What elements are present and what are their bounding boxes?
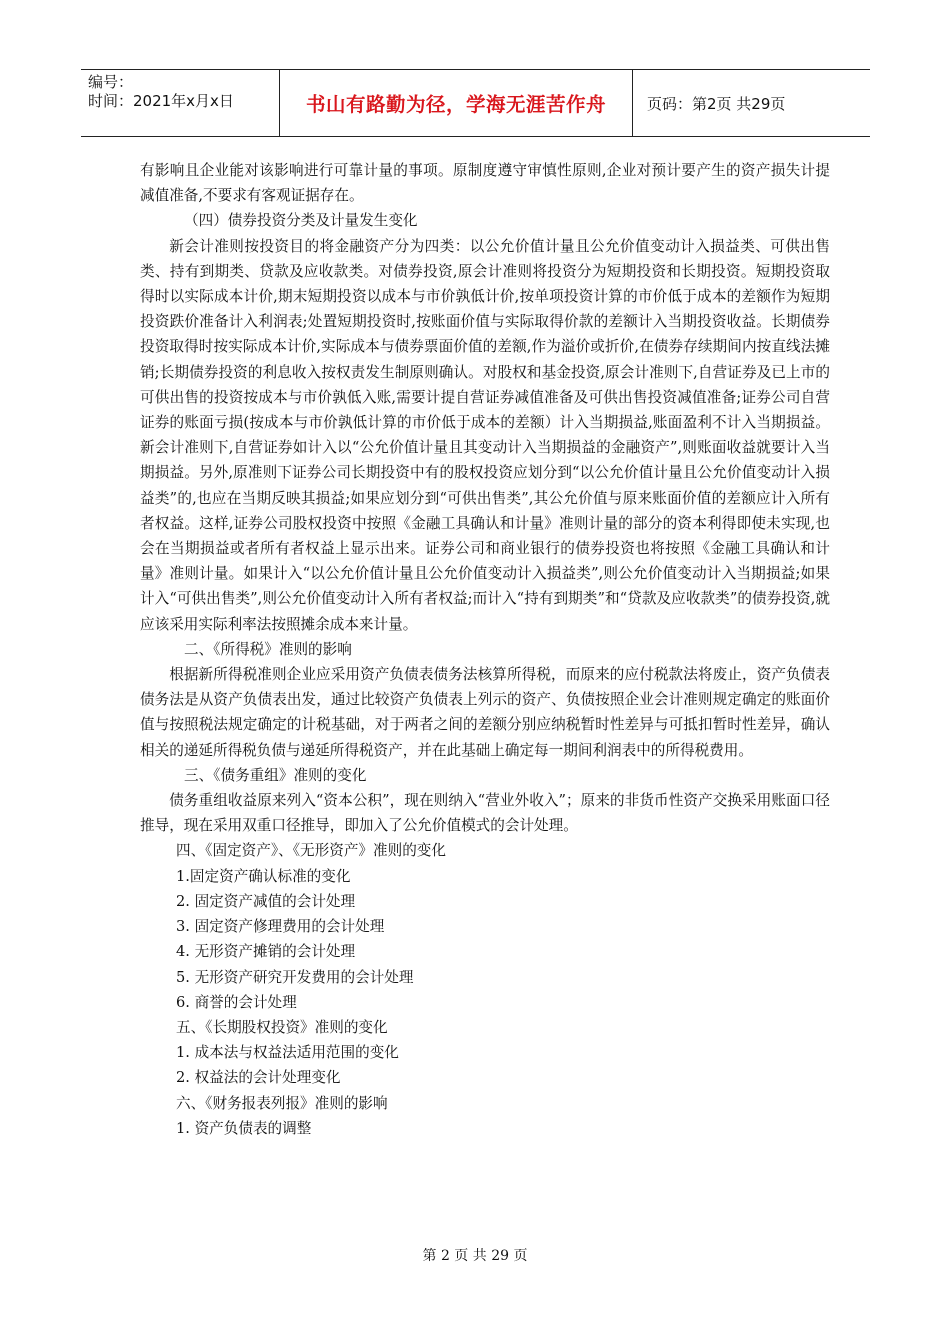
list-item: 1.固定资产确认标准的变化: [176, 867, 351, 885]
subsection-heading: （四）债券投资分类及计量发生变化: [184, 212, 418, 230]
list-item: 1. 成本法与权益法适用范围的变化: [176, 1044, 399, 1062]
doc-time-label: 时间：2021年x月x日: [88, 92, 234, 110]
section-heading-equity-investment: 五、《长期股权投资》准则的变化: [176, 1018, 388, 1036]
doc-number-label: 编号：: [88, 73, 134, 91]
list-item: 5. 无形资产研究开发费用的会计处理: [176, 968, 414, 986]
list-item: 2. 权益法的会计处理变化: [176, 1069, 341, 1087]
section-heading-financial-statements: 六、《财务报表列报》准则的影响: [176, 1094, 388, 1112]
section-heading-debt-restructuring: 三、《债务重组》准则的变化: [184, 766, 367, 784]
list-item: 4. 无形资产摊销的会计处理: [176, 943, 356, 961]
section-heading-income-tax: 二、《所得税》准则的影响: [184, 640, 352, 658]
page-header: [81, 69, 870, 137]
paragraph-income-tax: 根据新所得税准则企业应采用资产负债表债务法核算所得税，而原来的应付税款法将废止，资产负债表债务法是从资产负债表出发，通过比较资产负债表上列示的资产、负债按照企业会计准则规定确定的账面价值与按照税法规定确定的计税基础，对于两者之间的差额分别应纳税暂时性差异与可抵扣暂时性差异，确认相关的递延所得税负债与递延所得税资产，并在此基础上确定每一期间利润表中的所得税费用。: [140, 666, 830, 759]
list-item: 3. 固定资产修理费用的会计处理: [176, 918, 385, 936]
list-item: 2. 固定资产减值的会计处理: [176, 892, 356, 910]
paragraph-continuation: 有影响且企业能对该影响进行可靠计量的事项。原制度遵守审慎性原则,企业对预计要产生的资产损失计提减值准备,不要求有客观证据存在。: [140, 162, 830, 205]
list-item: 1. 资产负债表的调整: [176, 1119, 312, 1137]
header-meta: [81, 70, 280, 136]
paragraph-bond-investment: 新会计准则按投资目的将金融资产分为四类：以公允价值计量且公允价值变动计入损益类、可供出售类、持有到期类、贷款及应收款类。对债券投资,原会计准则将投资分为短期投资和长期投资。短期投资取得时以实际成本计价,期末短期投资以成本与市价孰低计价,按单项投资计算的市价低于成本的差额作为短期投资跌价准备计入利润表;处置短期投资时,按账面价值与实际取得价款的差额计入当期投资收益。长期债券投资取得时按实际成本计价,实际成本与债券票面价值的差额,作为溢价或折价,在债券存续期间内按直线法摊销;长期债券投资的利息收入按权责发生制原则确认。对股权和基金投资,原会计准则下,自营证券及已上市的可供出售的投资按成本与市价孰低入账,需要计提自营证券减值准备及可供出售投资减值准备;证券公司自营证券的账面亏损(按成本与市价孰低计算的市价低于成本的差额）计入当期损益,账面盈利不计入当期损益。新会计准则下,自营证券如计入以“公允价值计量且其变动计入当期损益的金融资产”,则账面收益就要计入当期损益。另外,原准则下证券公司长期投资中有的股权投资应划分到“以公允价值计量且公允价值变动计入损益类”的,也应在当期反映其损益;如果应划分到“可供出售类”,其公允价值与原来账面价值的差额应计入所有者权益。这样,证券公司股权投资中按照《金融工具确认和计量》准则计量的部分的资本利得即使未实现,也会在当期损益或者所有者权益上显示出来。证券公司和商业银行的债券投资也将按照《金融工具确认和计量》准则计量。如果计入“以公允价值计量且公允价值变动计入损益类”,则公允价值变动计入当期损益;如果计入“可供出售类”,则公允价值变动计入所有者权益;而计入“持有到期类”和“贷款及应收款类”的债券投资,就应该采用实际利率法按照摊余成本来计量。: [140, 237, 830, 633]
section-heading-fixed-assets: 四、《固定资产》、《无形资产》准则的变化: [176, 842, 446, 860]
paragraph-debt-restructuring: 债务重组收益原来列入“资本公积”，现在则纳入“营业外收入”；原来的非货币性资产交换采用账面口径推导，现在采用双重口径推导，即加入了公允价值模式的会计处理。: [140, 792, 830, 835]
page-footer: 第 2 页 共 29 页: [422, 1248, 528, 1264]
header-page-info: 页码：第2页 共29页: [647, 94, 786, 113]
list-item: 6. 商誉的会计处理: [176, 993, 297, 1011]
document-body: [140, 158, 830, 1141]
header-motto: 书山有路勤为径，学海无涯苦作舟: [280, 70, 633, 136]
